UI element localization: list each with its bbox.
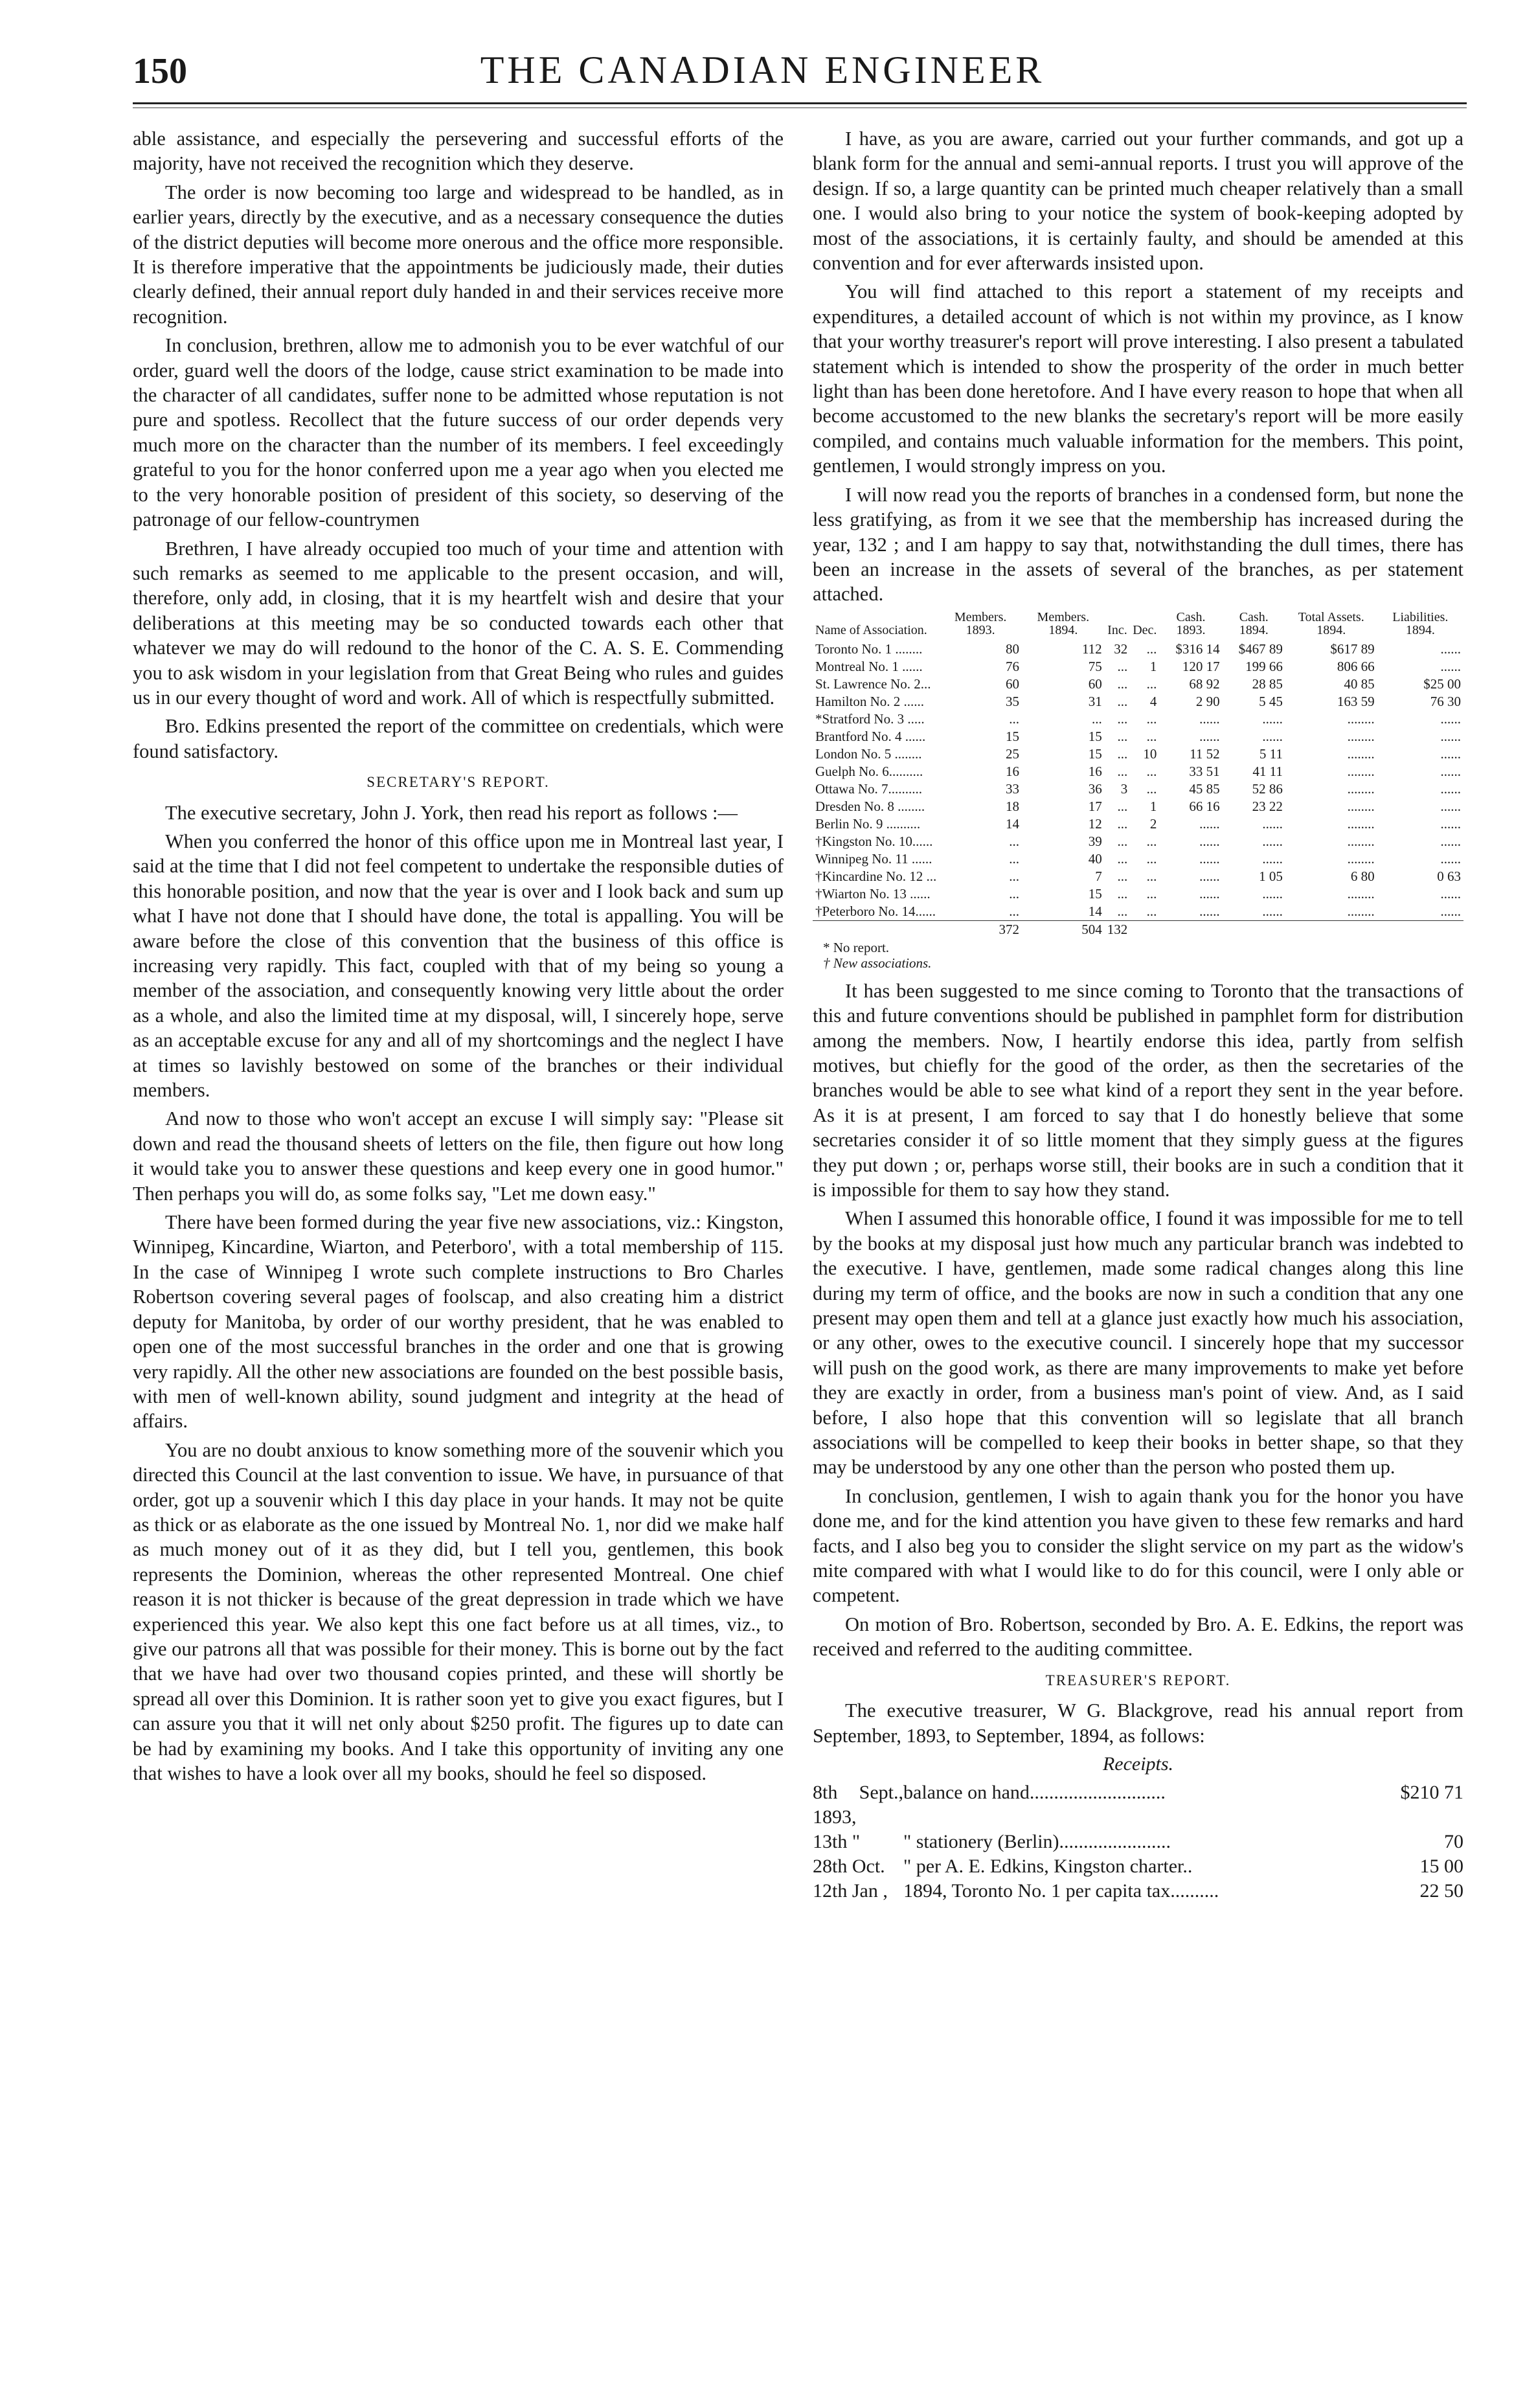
- left-column: [133, 126, 784, 1789]
- table-cell: 52 86: [1252, 780, 1283, 797]
- column-header: Cash. 1893.: [1176, 609, 1206, 637]
- page-header: [0, 39, 1525, 110]
- table-cell: 0 63: [1437, 868, 1461, 884]
- table-row: [813, 693, 1463, 710]
- table-cell: 14: [1088, 903, 1102, 919]
- receipt-amount: 70: [1444, 1831, 1463, 1853]
- column-header: Inc.: [1107, 622, 1127, 637]
- table-cell: ......: [1262, 728, 1283, 744]
- table-cell: 5 45: [1259, 693, 1283, 709]
- receipts-heading: Receipts.: [1102, 1753, 1174, 1775]
- paragraph: I have, as you are aware, carried out your further commands, and got up a blank form for the annual and semi-annual reports. I trust you will approve of the design. If so, a large quantity can be printed much cheaper relatively than a small one. I would also bring to your notice the system of book-keeping adopted by most of the associations, it is certainly faulty, and should be amended at this convention and for ever afterwards insisted upon.: [813, 128, 1463, 275]
- table-cell: ...: [1117, 833, 1128, 849]
- table-cell: 163 59: [1337, 693, 1375, 709]
- table-cell: 15: [1088, 745, 1102, 762]
- paragraph: The order is now becoming too large and widespread to be handled, as in earlier years, directly by the executive, and as a necessary consequence the duties of the district deputies will become more onerous and the office more responsible. It is therefore imperative that the appointments be judiciously made, their duties clearly defined, their annual report duly handed in and their services receive more recognition.: [133, 181, 784, 328]
- receipt-amount: 15 00: [1419, 1856, 1463, 1878]
- paragraph: And now to those who won't accept an excuse I will simply say: "Please sit down and read the thousand sheets of letters on the file, then figure out how long it would take you to answer these questions and keep every one in good humor." Then perhaps you will do, as some folks say, "Let me down easy.": [133, 1107, 784, 1205]
- table-cell: 66 16: [1189, 798, 1220, 814]
- table-cell: ........: [1347, 798, 1375, 814]
- table-cell: ...: [1146, 833, 1157, 849]
- table-cell: ......: [1440, 798, 1461, 814]
- table-cell: ......: [1262, 710, 1283, 727]
- branch-statement-table: [813, 611, 1463, 938]
- table-cell: 32: [1114, 641, 1128, 657]
- table-cell: ...: [1117, 745, 1128, 762]
- table-row: [813, 676, 1463, 693]
- table-cell: 16: [1088, 763, 1102, 779]
- branch-name-cell: †Kingston No. 10......: [815, 833, 933, 849]
- page-number: 150: [133, 51, 187, 91]
- branch-name-cell: Ottawa No. 7..........: [815, 780, 923, 797]
- total-cell: [1377, 920, 1463, 938]
- table-cell: ........: [1347, 885, 1375, 902]
- receipt-date: 28th Oct.: [813, 1856, 885, 1878]
- total-cell: [1285, 920, 1377, 938]
- table-cell: ........: [1347, 833, 1375, 849]
- right-column: [813, 126, 1463, 1903]
- receipt-date: 8th Sept., 1893,: [813, 1782, 903, 1828]
- paragraph: In conclusion, gentlemen, I wish to again thank you for the honor you have done me, and for the kind attention you have given to these few remarks and hard facts, and I also beg you to consider the slight service on my part as the widow's mite compared with what I would like to do for this council, were I only able or competent.: [813, 1484, 1463, 1607]
- table-cell: ...: [1009, 850, 1019, 867]
- table-cell: $467 89: [1238, 641, 1283, 657]
- branch-name-cell: St. Lawrence No. 2...: [815, 676, 931, 692]
- table-row: [813, 763, 1463, 780]
- table-row: [813, 745, 1463, 763]
- column-header: Members. 1894.: [1037, 609, 1090, 637]
- table-cell: 1 05: [1259, 868, 1283, 884]
- branch-name-cell: Guelph No. 6..........: [815, 763, 923, 779]
- table-cell: ......: [1440, 745, 1461, 762]
- receipt-description: " stationery (Berlin).......................: [903, 1831, 1171, 1853]
- table-cell: $617 89: [1330, 641, 1375, 657]
- branch-name-cell: *Stratford No. 3 .....: [815, 710, 925, 727]
- table-cell: 1: [1149, 658, 1157, 674]
- receipt-row: [813, 1830, 1463, 1854]
- table-cell: ...: [1117, 710, 1128, 727]
- table-cell: 12: [1088, 815, 1102, 832]
- table-row: [813, 903, 1463, 921]
- receipt-row: [813, 1854, 1463, 1879]
- table-cell: ...: [1146, 641, 1157, 657]
- table-cell: 15: [1088, 885, 1102, 902]
- table-cell: ........: [1347, 850, 1375, 867]
- receipt-description: 1894, Toronto No. 1 per capita tax..........: [903, 1880, 1219, 1902]
- paragraph: The executive secretary, John J. York, then read his report as follows :—: [165, 801, 738, 824]
- table-cell: ...: [1117, 728, 1128, 744]
- table-cell: ......: [1262, 885, 1283, 902]
- table-cell: ......: [1440, 850, 1461, 867]
- column-header: Liabilities. 1894.: [1392, 609, 1449, 637]
- section-heading-secretary: SECRETARY'S REPORT.: [367, 774, 550, 791]
- branch-name-cell: †Kincardine No. 12 ...: [815, 868, 937, 884]
- total-cell: [813, 920, 939, 938]
- table-cell: ......: [1440, 641, 1461, 657]
- table-cell: ...: [1146, 676, 1157, 692]
- table-cell: ...: [1009, 833, 1019, 849]
- table-cell: ......: [1262, 815, 1283, 832]
- paragraph: When you conferred the honor of this office upon me in Montreal last year, I said at the time that I did not feel competent to undertake the responsible duties of this honorable position, and now that the year is over and I look back and sum up what I have not done that I should have done, the total is appalling. You will be aware before the close of this convention that the business of this office is increasing very rapidly. This fact, coupled with that of my being so young a member of the association, and consequently knowing very little about the order as a whole, and also the limited time at my disposal, will, I sincerely hope, serve as an acceptable excuse for any and all of my shortcomings and the neglect I have at times so lavishly bestowed on some of the branches or their individual members.: [133, 830, 784, 1102]
- table-cell: ...: [1117, 868, 1128, 884]
- branch-name-cell: Winnipeg No. 11 ......: [815, 850, 932, 867]
- table-cell: ......: [1262, 850, 1283, 867]
- table-row: [813, 885, 1463, 903]
- table-cell: 60: [1005, 676, 1019, 692]
- branch-name-cell: †Peterboro No. 14......: [815, 903, 936, 919]
- table-cell: ........: [1347, 710, 1375, 727]
- table-cell: 39: [1088, 833, 1102, 849]
- table-cell: ........: [1347, 745, 1375, 762]
- receipt-description: balance on hand............................: [903, 1782, 1166, 1804]
- section-heading-treasurer: TREASURER'S REPORT.: [1045, 1672, 1231, 1688]
- paragraph: able assistance, and especially the persevering and successful efforts of the majority, have not received the recognition which they deserve.: [133, 128, 784, 175]
- table-cell: $316 14: [1175, 641, 1220, 657]
- table-cell: 18: [1005, 798, 1019, 814]
- table-cell: ...: [1117, 885, 1128, 902]
- paragraph: When I assumed this honorable office, I found it was impossible for me to tell by the books at my disposal just how much any particular branch was indebted to the executive. I have, gentlemen, made some radical changes along this line during my term of office, and the books are now in such a condition that any one present may open them and tell at a glance just exactly how much his association, or any other, owes to the executive council. I sincerely hope that my successor will push on the good work, as there are many improvements to make yet before they are exactly in order, from a business man's point of view. And, as I said before, I also hope that this convention will so legislate that all branch associations will be compelled to keep their books in better shape, so that they may be understood by any one other than the person who posted them up.: [813, 1207, 1463, 1479]
- table-cell: 76: [1005, 658, 1019, 674]
- table-cell: ......: [1262, 833, 1283, 849]
- table-cell: 112: [1081, 641, 1102, 657]
- total-cell: 372: [939, 920, 1022, 938]
- table-row: [813, 641, 1463, 658]
- branch-name-cell: Hamilton No. 2 ......: [815, 693, 924, 709]
- table-cell: ...: [1146, 903, 1157, 919]
- paragraph: It has been suggested to me since coming to Toronto that the transactions of this and future conventions should be published in pamphlet form for distribution among the members. Now, I heartily endorse this idea, partly from selfish motives, but chiefly for the good of the order, as then the secretaries of the branches would be able to see what kind of a report they sent in the year before. As it is at present, I am forced to say that I do honestly believe that some secretaries consider it of so little moment that they simply guess at the figures they put down ; or, perhaps worse still, their books are in such a condition that it is impossible for them to say how they stand.: [813, 979, 1463, 1201]
- table-cell: 28 85: [1252, 676, 1283, 692]
- table-cell: 6 80: [1350, 868, 1375, 884]
- table-cell: ........: [1347, 903, 1375, 919]
- table-cell: ......: [1440, 763, 1461, 779]
- receipt-date: 13th ": [813, 1831, 861, 1853]
- table-cell: ...: [1117, 658, 1128, 674]
- table-cell: ........: [1347, 763, 1375, 779]
- table-cell: ...: [1117, 763, 1128, 779]
- note-no-report: * No report.: [823, 939, 890, 955]
- table-cell: ...: [1117, 815, 1128, 832]
- column-header: Dec.: [1133, 622, 1157, 637]
- table-cell: 7: [1095, 868, 1102, 884]
- table-cell: ...: [1117, 693, 1128, 709]
- table-cell: ......: [1440, 903, 1461, 919]
- table-cell: 4: [1149, 693, 1157, 709]
- table-cell: 35: [1005, 693, 1019, 709]
- table-cell: ...: [1146, 850, 1157, 867]
- paragraph: The executive treasurer, W G. Blackgrove, read his annual report from September, 1893, to September, 1894, as follows:: [813, 1699, 1463, 1747]
- table-cell: ........: [1347, 728, 1375, 744]
- table-cell: 15: [1088, 728, 1102, 744]
- table-cell: ......: [1199, 903, 1220, 919]
- branch-name-cell: Dresden No. 8 ........: [815, 798, 925, 814]
- table-cell: 40: [1088, 850, 1102, 867]
- table-cell: 15: [1005, 728, 1019, 744]
- table-cell: 80: [1005, 641, 1019, 657]
- table-row: [813, 798, 1463, 815]
- column-header: Members. 1893.: [954, 609, 1007, 637]
- total-cell: [1130, 920, 1159, 938]
- table-cell: ...: [1146, 780, 1157, 797]
- total-cell: 504: [1022, 920, 1105, 938]
- column-header: Cash. 1894.: [1239, 609, 1269, 637]
- column-header: Total Assets. 1894.: [1298, 609, 1364, 637]
- branch-name-cell: Toronto No. 1 ........: [815, 641, 923, 657]
- table-cell: ......: [1199, 710, 1220, 727]
- paragraph: You are no doubt anxious to know something more of the souvenir which you directed this Council at the last convention to issue. We have, in pursuance of that order, got up a souvenir which I this day place in your hands. It may not be quite as thick or as elaborate as the one issued by Montreal No. 1, nor did we make half as much money out of it as they did, but I tell you, gentlemen, this book represents the Dominion, whereas the other represented Montreal. One chief reason it is not thicker is because of the great depression in trade which we have experienced this year. We also kept this one fact before us at all times, viz., to give our patrons all that was possible for their money. This is borne out by the fact that we have had over two thousand copies printed, and these will shortly be spread all over this Dominion. It is rather soon yet to give you exact figures, but I can assure you that it will net only about $250 profit. The figures up to date can be had by examining my books. And I take this opportunity of inviting any one that wishes to have a look over all my books, should he feel so disposed.: [133, 1438, 784, 1784]
- paragraph: On motion of Bro. Robertson, seconded by Bro. A. E. Edkins, the report was received and referred to the auditing committee.: [813, 1613, 1463, 1661]
- branch-name-cell: Brantford No. 4 ......: [815, 728, 926, 744]
- table-cell: $25 00: [1423, 676, 1461, 692]
- table-row: [813, 780, 1463, 798]
- table-row: [813, 728, 1463, 745]
- total-cell: [1223, 920, 1285, 938]
- table-cell: ...: [1146, 763, 1157, 779]
- table-cell: ...: [1009, 868, 1019, 884]
- table-cell: ......: [1440, 815, 1461, 832]
- table-cell: 14: [1005, 815, 1019, 832]
- table-cell: 31: [1088, 693, 1102, 709]
- table-cell: ......: [1440, 885, 1461, 902]
- table-cell: ......: [1440, 710, 1461, 727]
- receipt-row: [813, 1879, 1463, 1903]
- table-row: [813, 710, 1463, 728]
- table-cell: 1: [1149, 798, 1157, 814]
- table-cell: 45 85: [1189, 780, 1220, 797]
- branch-name-cell: Berlin No. 9 ..........: [815, 815, 921, 832]
- table-cell: ......: [1199, 815, 1220, 832]
- paragraph: Brethren, I have already occupied too much of your time and attention with such remarks as seemed to me applicable to the present occasion, and will, therefore, only add, in closing, that it is my heartfelt wish and desire that your deliberations at this meeting may be so conducted towards each other that whatever we may do will redound to the honor of the C. A. S. E. Commending you to ask wisdom in your legislation from that Great Being who rules and guides us in our every thought of word and work. All of which is respectfully submitted.: [133, 537, 784, 709]
- table-cell: 5 11: [1259, 745, 1283, 762]
- table-cell: 40 85: [1344, 676, 1375, 692]
- table-cell: ...: [1091, 710, 1102, 727]
- branch-name-cell: London No. 5 ........: [815, 745, 922, 762]
- table-cell: 25: [1005, 745, 1019, 762]
- table-cell: 11 52: [1190, 745, 1220, 762]
- note-new-associations: † New associations.: [823, 955, 932, 971]
- table-row: [813, 815, 1463, 833]
- receipt-amount: 22 50: [1419, 1880, 1463, 1902]
- total-cell: [1159, 920, 1222, 938]
- table-cell: 60: [1088, 676, 1102, 692]
- column-header: Name of Association.: [815, 622, 927, 637]
- receipt-amount: $210 71: [1400, 1782, 1463, 1804]
- table-cell: ...: [1117, 798, 1128, 814]
- total-cell: 132: [1105, 920, 1131, 938]
- table-cell: ......: [1440, 833, 1461, 849]
- table-cell: 41 11: [1252, 763, 1283, 779]
- table-cell: ......: [1199, 833, 1220, 849]
- receipt-date: 12th Jan ,: [813, 1880, 888, 1902]
- branch-name-cell: Montreal No. 1 ......: [815, 658, 923, 674]
- table-body: [813, 641, 1463, 938]
- table-cell: 23 22: [1252, 798, 1283, 814]
- table-cell: ......: [1199, 868, 1220, 884]
- table-cell: ...: [1117, 850, 1128, 867]
- table-cell: 33: [1005, 780, 1019, 797]
- totals-row: [813, 920, 1463, 938]
- table-cell: 33 51: [1189, 763, 1220, 779]
- table-row: [813, 868, 1463, 885]
- table-cell: 806 66: [1337, 658, 1375, 674]
- table-cell: ...: [1117, 676, 1128, 692]
- table-cell: 120 17: [1182, 658, 1220, 674]
- table-cell: ...: [1146, 885, 1157, 902]
- table-cell: 16: [1005, 763, 1019, 779]
- receipt-description: " per A. E. Edkins, Kingston charter..: [903, 1856, 1193, 1878]
- table-cell: ...: [1146, 728, 1157, 744]
- paragraph: There have been formed during the year five new associations, viz.: Kingston, Winnipeg, Kincardine, Wiarton, and Peterboro', with a total membership of 115. In the case of Winnipeg I wrote such complete instructions to Bro Charles Robertson covering several pages of foolscap, and also creating him a district deputy for Manitoba, by order of our worthy president, that he was enabled to open one of the most successful branches in the order and one that is growing very rapidly. All the other new associations are founded on the best possible basis, with men of well-known ability, sound judgment and integrity at the head of affairs.: [133, 1211, 784, 1433]
- receipts-list: [813, 1780, 1463, 1903]
- table-cell: ......: [1262, 903, 1283, 919]
- journal-title: THE CANADIAN ENGINEER: [480, 49, 1045, 91]
- table-row: [813, 658, 1463, 676]
- table-row: [813, 850, 1463, 868]
- table-cell: ...: [1117, 903, 1128, 919]
- table-cell: ......: [1199, 850, 1220, 867]
- table-cell: 36: [1088, 780, 1102, 797]
- paragraph: In conclusion, brethren, allow me to admonish you to be ever watchful of our order, guard well the doors of the lodge, cause strict examination to be made into the character of all candidates, suffer none to be admitted whose reputation is not pure and spotless. Recollect that the future success of our order depends very much more on the character than the number of its members. I feel exceedingly grateful to you for the honor conferred upon me a year ago when you elected me to the very honorable position of president of this society, so deserving of the patronage of our fellow-countrymen: [133, 334, 784, 531]
- table-cell: 10: [1143, 745, 1157, 762]
- table-cell: ...: [1146, 710, 1157, 727]
- table-cell: ......: [1440, 658, 1461, 674]
- table-cell: ...: [1146, 868, 1157, 884]
- table-cell: 75: [1088, 658, 1102, 674]
- table-cell: ...: [1009, 885, 1019, 902]
- paragraph: I will now read you the reports of branches in a condensed form, but none the less gratifying, as from it we see that the membership has increased during the year, 132 ; and I am happy to say that, notwithstanding the dull times, there has been an increase in the assets of several of the branches, as per statement attached.: [813, 483, 1463, 606]
- table-cell: ...: [1009, 903, 1019, 919]
- table-cell: ...: [1009, 710, 1019, 727]
- table-cell: 2: [1149, 815, 1157, 832]
- table-cell: 3: [1120, 780, 1128, 797]
- paragraph: You will find attached to this report a statement of my receipts and expenditures, a detailed account of which is not within my province, as I know that your worthy treasurer's report will prove interesting. I also present a tabulated statement which is intended to show the prosperity of the order in much better light than has been done heretofore. And I have every reason to hope that when all become accustomed to the new blanks the secretary's report will be more easily compiled, and contains much valuable information for the members. This point, gentlemen, I would strongly impress on you.: [813, 280, 1463, 477]
- table-header-row: [813, 611, 1463, 641]
- paragraph: Bro. Edkins presented the report of the committee on credentials, which were found satisfactory.: [133, 715, 784, 762]
- receipt-row: [813, 1780, 1463, 1830]
- table-row: [813, 833, 1463, 850]
- table-cell: 2 90: [1195, 693, 1220, 709]
- table-cell: 199 66: [1245, 658, 1283, 674]
- table-cell: ......: [1199, 728, 1220, 744]
- table-cell: 76 30: [1430, 693, 1461, 709]
- table-notes: [823, 940, 1463, 971]
- table-cell: 68 92: [1189, 676, 1220, 692]
- table-cell: ......: [1199, 885, 1220, 902]
- table-cell: 17: [1088, 798, 1102, 814]
- branch-name-cell: †Wiarton No. 13 ......: [815, 885, 931, 902]
- table-cell: ......: [1440, 780, 1461, 797]
- table-cell: ........: [1347, 815, 1375, 832]
- header-rule: [133, 102, 1467, 104]
- table-cell: ......: [1440, 728, 1461, 744]
- table-cell: ........: [1347, 780, 1375, 797]
